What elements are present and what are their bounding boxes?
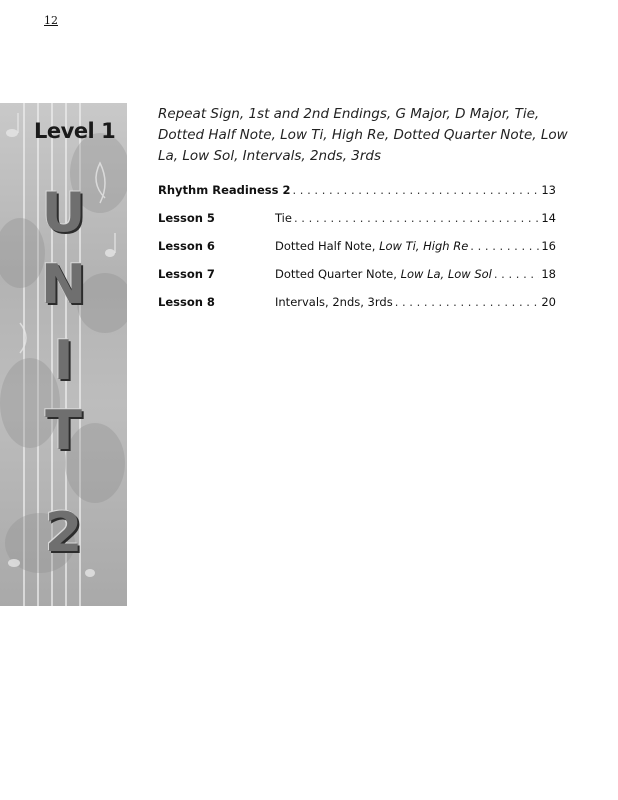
toc-lesson-label: Lesson 8 [158, 295, 215, 309]
toc-title [275, 265, 492, 283]
toc-page-number: 14 [541, 211, 556, 225]
toc-page-number: 13 [541, 183, 556, 197]
unit-letter-i: I [53, 329, 74, 392]
toc-lesson-label: Lesson 5 [158, 211, 215, 225]
toc-title-text: Tie [275, 211, 292, 225]
toc-title: Rhythm Readiness 2 [158, 183, 291, 197]
toc-leader [470, 237, 539, 255]
toc-lesson-label: Lesson 6 [158, 239, 215, 253]
unit-letter-u: U [41, 181, 86, 244]
toc-entry [275, 209, 556, 227]
toc-row[interactable] [158, 209, 556, 227]
toc-leader [292, 181, 539, 199]
toc-lesson-label: Lesson 7 [158, 267, 215, 281]
toc-leader [494, 265, 539, 283]
level-label: Level 1 [34, 119, 116, 143]
toc-page-number: 16 [541, 239, 556, 253]
toc-row[interactable] [158, 265, 556, 283]
toc-row[interactable] [158, 181, 556, 199]
toc-leader [294, 209, 539, 227]
toc-title-text: Intervals, 2nds, 3rds [275, 295, 393, 309]
unit-letter-n: N [40, 253, 87, 316]
toc-title-text: Dotted Quarter Note, [275, 267, 401, 281]
toc-entry [275, 265, 556, 283]
toc-title-italic: Low Ti, High Re [379, 239, 469, 253]
toc-title-text: Dotted Half Note, [275, 239, 380, 253]
toc-row[interactable] [158, 237, 556, 255]
toc-title [275, 209, 292, 227]
toc-leader [395, 293, 540, 311]
unit-topics: Repeat Sign, 1st and 2nd Endings, G Major, D Major, Tie, Dotted Half Note, Low Ti, High Re, Dotted Quarter Note, Low La, Low Sol, Intervals, 2nds, 3rds [158, 106, 568, 164]
toc-title [275, 293, 393, 311]
toc-page-number: 20 [541, 295, 556, 309]
toc-entry [275, 293, 556, 311]
toc-entry [275, 237, 556, 255]
toc-title-italic: Low La, Low Sol [400, 267, 492, 281]
unit-banner [0, 103, 127, 606]
page-number: 12 [44, 14, 58, 27]
toc-page-number: 18 [541, 267, 556, 281]
toc-entry [158, 181, 556, 199]
toc-title [275, 237, 468, 255]
unit-number: 2 [44, 501, 83, 564]
toc-row[interactable] [158, 293, 556, 311]
unit-letter-t: T [45, 399, 82, 462]
